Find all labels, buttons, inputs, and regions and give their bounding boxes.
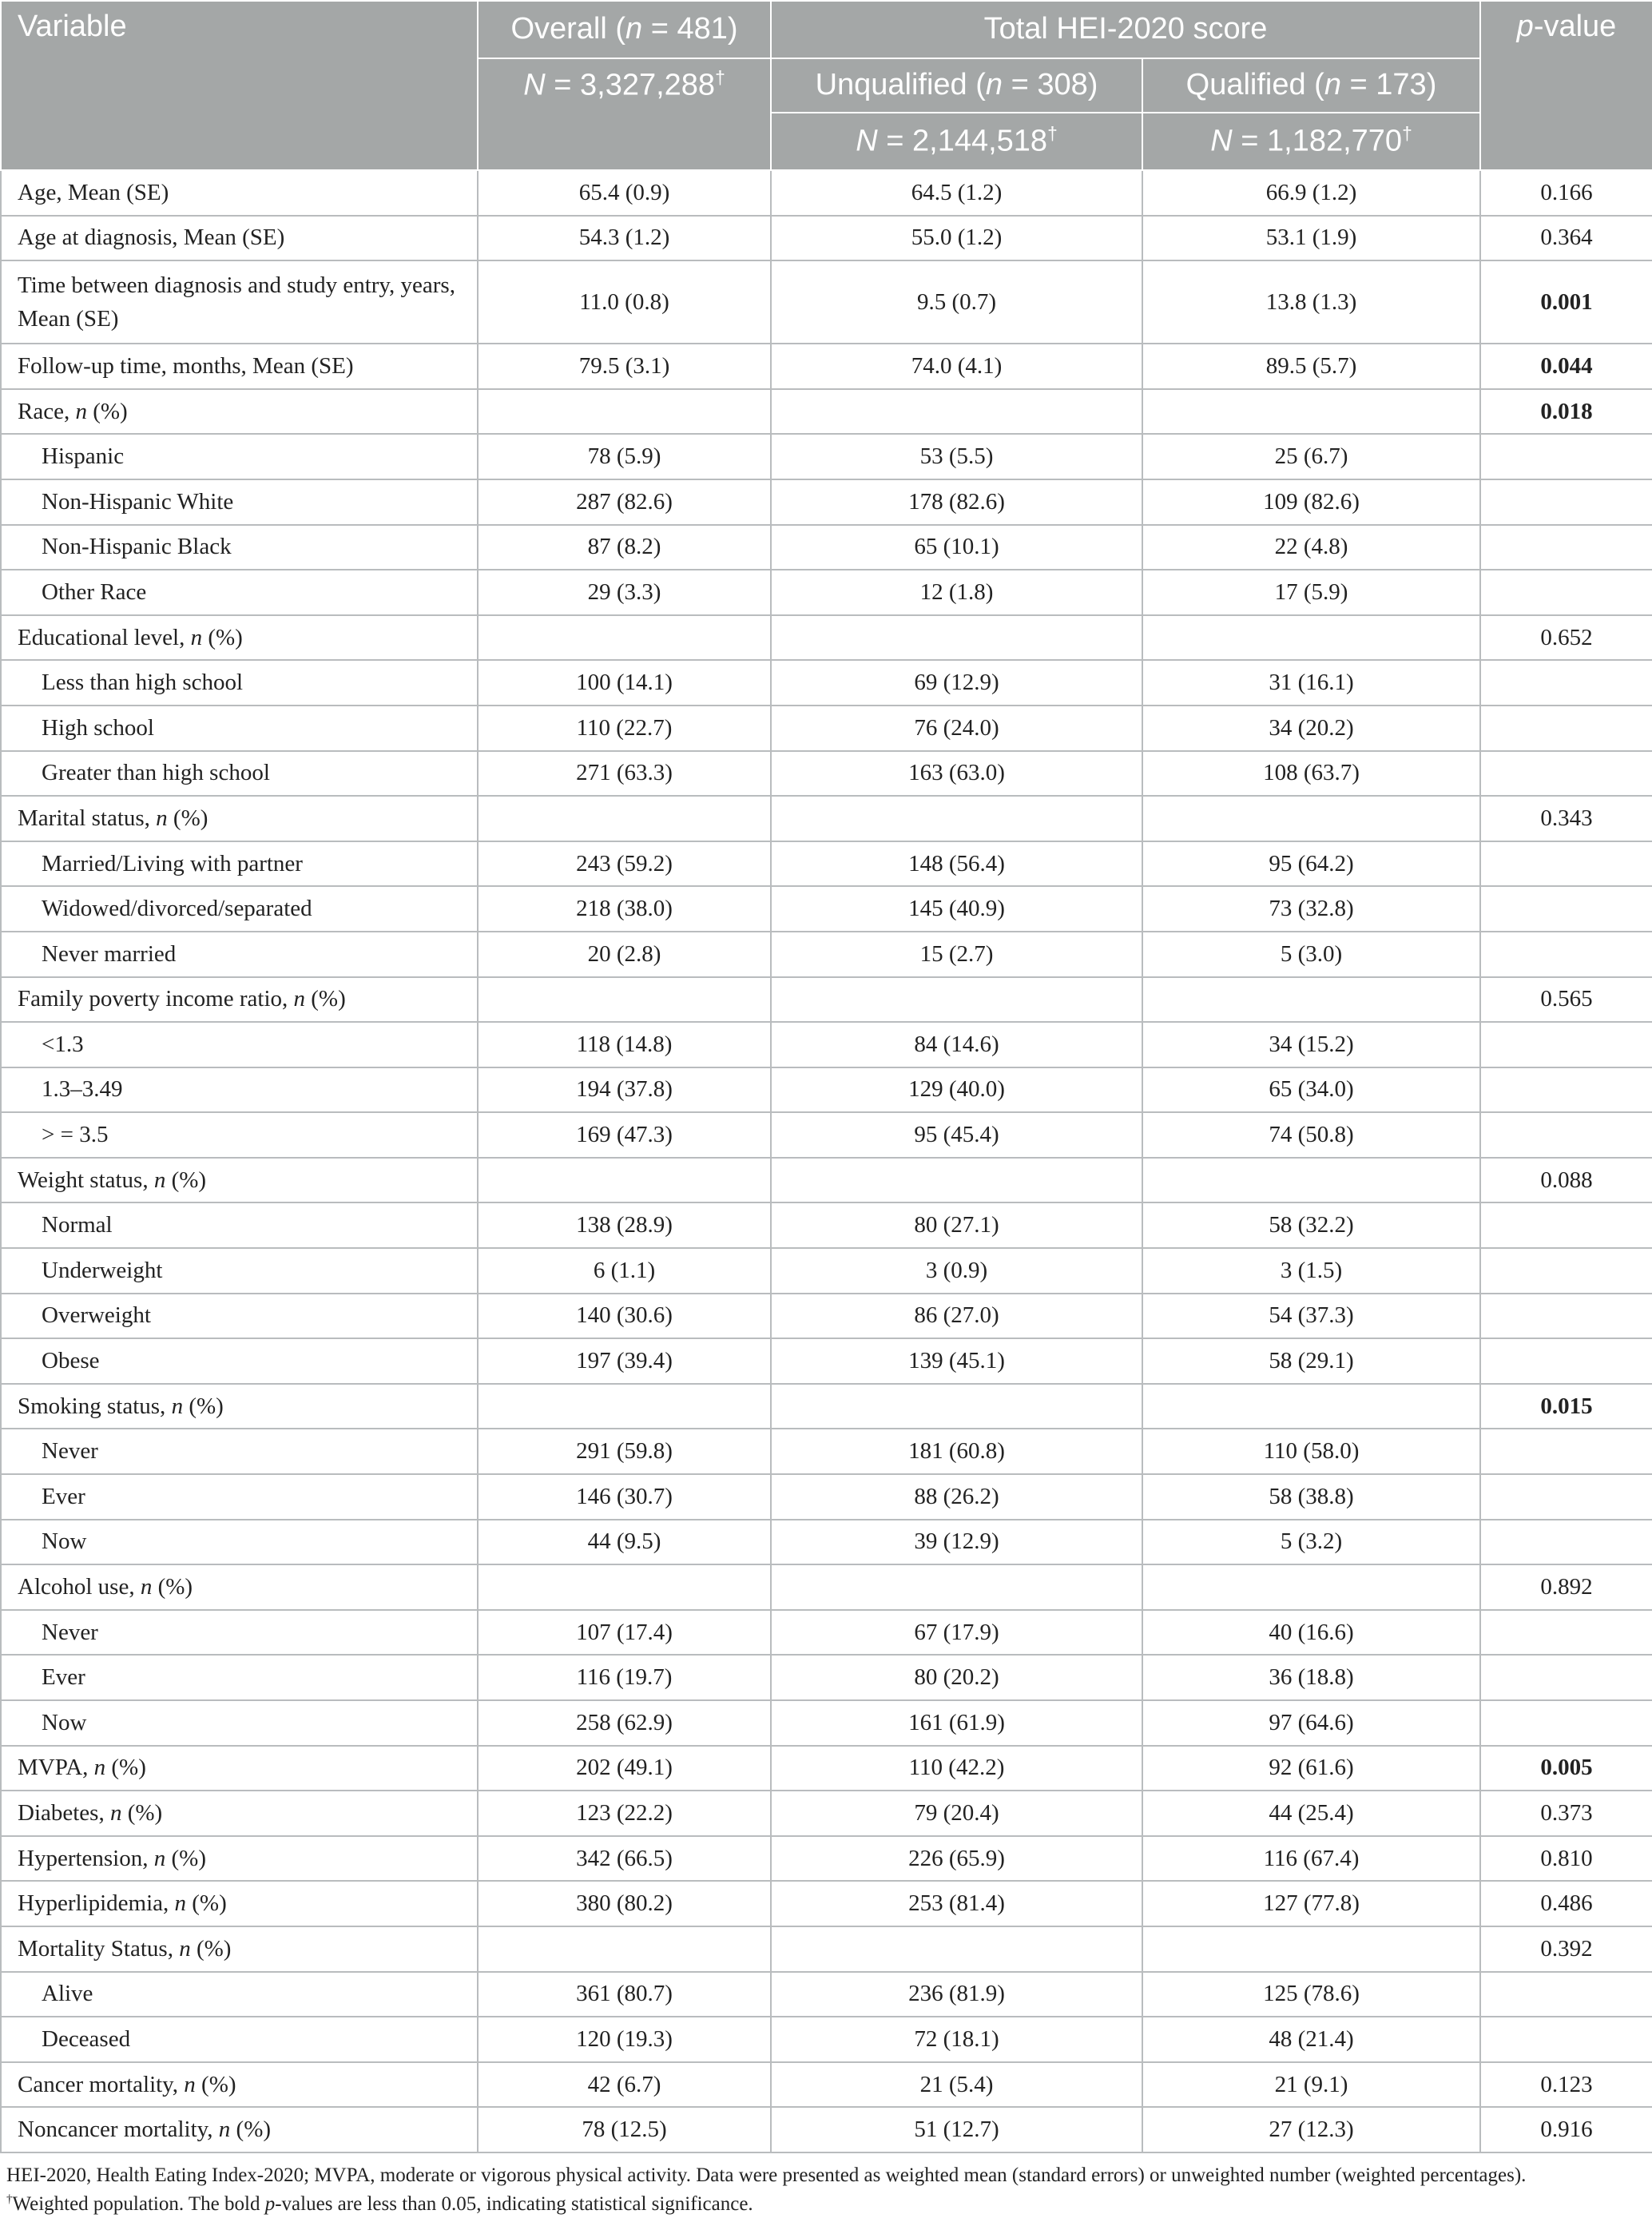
cell-qualified: 25 (6.7) [1142,434,1480,479]
cell-unqualified: 163 (63.0) [771,751,1142,797]
cell-p-value [1480,1338,1652,1384]
cell-overall: 78 (12.5) [478,2107,771,2152]
cell-qualified: 17 (5.9) [1142,570,1480,615]
table-row [1,1338,1652,1384]
cell-overall: 11.0 (0.8) [478,260,771,344]
header-variable: Variable [1,1,478,170]
row-label: Mortality Status, n (%) [1,1926,478,1972]
cell-p-value [1480,1294,1652,1339]
table-row [1,1972,1652,2017]
cell-unqualified [771,389,1142,435]
row-label: Race, n (%) [1,389,478,435]
cell-overall: 100 (14.1) [478,660,771,706]
row-label: Alive [1,1972,478,2017]
cell-p-value: 0.652 [1480,615,1652,661]
cell-overall: 243 (59.2) [478,841,771,887]
cell-overall: 194 (37.8) [478,1067,771,1113]
cell-overall [478,977,771,1023]
cell-unqualified: 9.5 (0.7) [771,260,1142,344]
cell-qualified: 74 (50.8) [1142,1112,1480,1158]
cell-overall: 29 (3.3) [478,570,771,615]
footnote-weighted: †Weighted population. The bold p-values are less than 0.05, indicating statistical significance. [6,2192,753,2216]
cell-unqualified: 236 (81.9) [771,1972,1142,2017]
table-row [1,1294,1652,1339]
cell-unqualified: 80 (27.1) [771,1202,1142,1248]
table-row [1,841,1652,887]
row-label: Now [1,1520,478,1565]
cell-qualified: 31 (16.1) [1142,660,1480,706]
cell-qualified: 22 (4.8) [1142,525,1480,570]
cell-p-value [1480,886,1652,932]
cell-overall: 107 (17.4) [478,1610,771,1656]
cell-qualified: 36 (18.8) [1142,1655,1480,1700]
cell-overall: 116 (19.7) [478,1655,771,1700]
cell-unqualified: 12 (1.8) [771,570,1142,615]
table-row [1,1564,1652,1610]
cell-overall [478,1926,771,1972]
cell-p-value [1480,1610,1652,1656]
cell-p-value: 0.018 [1480,389,1652,435]
row-label: 1.3–3.49 [1,1067,478,1113]
table-row [1,570,1652,615]
row-label: > = 3.5 [1,1112,478,1158]
cell-p-value [1480,2017,1652,2062]
cell-p-value [1480,1474,1652,1520]
cell-overall [478,1564,771,1610]
cell-p-value [1480,479,1652,525]
row-label: Never [1,1610,478,1656]
cell-overall: 291 (59.8) [478,1429,771,1474]
cell-unqualified: 72 (18.1) [771,2017,1142,2062]
cell-qualified: 89.5 (5.7) [1142,344,1480,389]
table-row [1,170,1652,216]
cell-overall [478,1158,771,1203]
table-row [1,1022,1652,1067]
table-row [1,1836,1652,1882]
table-row [1,1474,1652,1520]
cell-qualified: 65 (34.0) [1142,1067,1480,1113]
cell-qualified: 34 (20.2) [1142,706,1480,751]
cell-qualified: 34 (15.2) [1142,1022,1480,1067]
cell-qualified [1142,615,1480,661]
row-label: Diabetes, n (%) [1,1791,478,1836]
cell-overall: 380 (80.2) [478,1881,771,1926]
table-row [1,751,1652,797]
cell-unqualified [771,615,1142,661]
cell-p-value [1480,1520,1652,1565]
cell-qualified [1142,1564,1480,1610]
cell-qualified: 95 (64.2) [1142,841,1480,887]
cell-overall: 79.5 (3.1) [478,344,771,389]
cell-p-value: 0.892 [1480,1564,1652,1610]
cell-unqualified: 53 (5.5) [771,434,1142,479]
cell-overall: 361 (80.7) [478,1972,771,2017]
row-label: Weight status, n (%) [1,1158,478,1203]
cell-p-value [1480,525,1652,570]
cell-p-value: 0.392 [1480,1926,1652,1972]
cell-unqualified [771,1158,1142,1203]
row-label: Marital status, n (%) [1,796,478,841]
cell-p-value: 0.810 [1480,1836,1652,1882]
cell-qualified: 21 (9.1) [1142,2062,1480,2108]
cell-p-value: 0.565 [1480,977,1652,1023]
cell-qualified: 44 (25.4) [1142,1791,1480,1836]
cell-overall: 202 (49.1) [478,1746,771,1791]
cell-overall: 87 (8.2) [478,525,771,570]
cell-unqualified: 69 (12.9) [771,660,1142,706]
cell-p-value [1480,1655,1652,1700]
cell-p-value [1480,1700,1652,1746]
cell-p-value [1480,1112,1652,1158]
cell-p-value: 0.001 [1480,260,1652,344]
cell-p-value [1480,660,1652,706]
cell-unqualified: 79 (20.4) [771,1791,1142,1836]
cell-qualified [1142,1926,1480,1972]
cell-unqualified [771,1564,1142,1610]
table-row [1,1655,1652,1700]
cell-qualified: 58 (29.1) [1142,1338,1480,1384]
row-label: Married/Living with partner [1,841,478,887]
row-label: Normal [1,1202,478,1248]
table-row [1,886,1652,932]
table-row [1,434,1652,479]
cell-overall: 54.3 (1.2) [478,216,771,261]
cell-unqualified: 21 (5.4) [771,2062,1142,2108]
header-unqualified: Unqualified (n = 308) [771,58,1142,113]
header-total-score: Total HEI-2020 score [771,1,1480,58]
cell-overall: 258 (62.9) [478,1700,771,1746]
cell-overall: 342 (66.5) [478,1836,771,1882]
cell-overall [478,389,771,435]
cell-qualified: 92 (61.6) [1142,1746,1480,1791]
header-qualified: Qualified (n = 173) [1142,58,1480,113]
row-label: <1.3 [1,1022,478,1067]
cell-p-value [1480,1067,1652,1113]
cell-qualified: 3 (1.5) [1142,1248,1480,1294]
cell-unqualified: 253 (81.4) [771,1881,1142,1926]
cell-overall: 120 (19.3) [478,2017,771,2062]
cell-unqualified: 88 (26.2) [771,1474,1142,1520]
cell-unqualified [771,796,1142,841]
cell-qualified: 27 (12.3) [1142,2107,1480,2152]
cell-qualified: 66.9 (1.2) [1142,170,1480,216]
cell-qualified: 109 (82.6) [1142,479,1480,525]
cell-overall: 20 (2.8) [478,932,771,977]
cell-qualified: 54 (37.3) [1142,1294,1480,1339]
cell-overall: 65.4 (0.9) [478,170,771,216]
table-row [1,1202,1652,1248]
cell-overall: 138 (28.9) [478,1202,771,1248]
cell-overall: 42 (6.7) [478,2062,771,2108]
cell-p-value: 0.088 [1480,1158,1652,1203]
cell-qualified: 116 (67.4) [1142,1836,1480,1882]
cell-p-value: 0.166 [1480,170,1652,216]
row-label: Deceased [1,2017,478,2062]
cell-overall: 287 (82.6) [478,479,771,525]
row-label: Never married [1,932,478,977]
cell-qualified [1142,977,1480,1023]
cell-overall: 197 (39.4) [478,1338,771,1384]
header-overall-weighted-n: N = 3,327,288† [478,58,771,170]
row-label: Now [1,1700,478,1746]
table-row [1,2062,1652,2108]
footnote-abbreviations: HEI-2020, Health Eating Index-2020; MVPA, moderate or vigorous physical activity. Data were presented as weighted mean (standard errors) or unweighted number (weighted percentages). [6,2164,1527,2186]
cell-overall [478,796,771,841]
cell-unqualified: 51 (12.7) [771,2107,1142,2152]
cell-qualified: 73 (32.8) [1142,886,1480,932]
table-row [1,525,1652,570]
table-row [1,932,1652,977]
cell-unqualified: 65 (10.1) [771,525,1142,570]
cell-qualified: 48 (21.4) [1142,2017,1480,2062]
row-label: Widowed/divorced/separated [1,886,478,932]
cell-qualified: 5 (3.2) [1142,1520,1480,1565]
cell-unqualified: 84 (14.6) [771,1022,1142,1067]
cell-p-value [1480,434,1652,479]
table-row [1,1384,1652,1429]
cell-unqualified [771,1384,1142,1429]
cell-qualified: 127 (77.8) [1142,1881,1480,1926]
cell-qualified: 97 (64.6) [1142,1700,1480,1746]
cell-unqualified: 178 (82.6) [771,479,1142,525]
cell-p-value [1480,1972,1652,2017]
cell-unqualified: 67 (17.9) [771,1610,1142,1656]
cell-overall: 78 (5.9) [478,434,771,479]
cell-unqualified: 74.0 (4.1) [771,344,1142,389]
row-label: Alcohol use, n (%) [1,1564,478,1610]
cell-p-value [1480,932,1652,977]
cell-qualified: 110 (58.0) [1142,1429,1480,1474]
cell-p-value [1480,1202,1652,1248]
cell-qualified [1142,1158,1480,1203]
cell-p-value [1480,706,1652,751]
cell-overall: 271 (63.3) [478,751,771,797]
table-row [1,389,1652,435]
table-row [1,1248,1652,1294]
cell-qualified: 58 (38.8) [1142,1474,1480,1520]
cell-unqualified: 15 (2.7) [771,932,1142,977]
cell-overall: 123 (22.2) [478,1791,771,1836]
cell-unqualified: 86 (27.0) [771,1294,1142,1339]
cell-p-value: 0.123 [1480,2062,1652,2108]
row-label: MVPA, n (%) [1,1746,478,1791]
cell-unqualified: 39 (12.9) [771,1520,1142,1565]
cell-p-value [1480,570,1652,615]
cell-unqualified: 226 (65.9) [771,1836,1142,1882]
row-label: Hyperlipidemia, n (%) [1,1881,478,1926]
cell-qualified: 53.1 (1.9) [1142,216,1480,261]
cell-unqualified [771,1926,1142,1972]
cell-overall: 110 (22.7) [478,706,771,751]
cell-qualified: 40 (16.6) [1142,1610,1480,1656]
cell-unqualified: 55.0 (1.2) [771,216,1142,261]
row-label: Hypertension, n (%) [1,1836,478,1882]
table-row [1,796,1652,841]
cell-qualified [1142,796,1480,841]
cell-p-value: 0.015 [1480,1384,1652,1429]
table-row [1,1610,1652,1656]
row-label: Non-Hispanic Black [1,525,478,570]
cell-qualified [1142,389,1480,435]
cell-qualified [1142,1384,1480,1429]
table-row [1,1926,1652,1972]
cell-qualified: 58 (32.2) [1142,1202,1480,1248]
cell-unqualified: 148 (56.4) [771,841,1142,887]
cell-qualified: 13.8 (1.3) [1142,260,1480,344]
table-row [1,260,1652,344]
cell-qualified: 108 (63.7) [1142,751,1480,797]
cell-unqualified: 95 (45.4) [771,1112,1142,1158]
table-row [1,479,1652,525]
cell-unqualified: 129 (40.0) [771,1067,1142,1113]
cell-unqualified: 3 (0.9) [771,1248,1142,1294]
row-label: Overweight [1,1294,478,1339]
table-row [1,1158,1652,1203]
table-row [1,706,1652,751]
cell-unqualified: 110 (42.2) [771,1746,1142,1791]
row-label: Hispanic [1,434,478,479]
cell-overall [478,1384,771,1429]
row-label: Cancer mortality, n (%) [1,2062,478,2108]
cell-p-value: 0.373 [1480,1791,1652,1836]
cell-p-value [1480,1022,1652,1067]
row-label: Ever [1,1474,478,1520]
table-row [1,1520,1652,1565]
table-row [1,1791,1652,1836]
cell-overall: 169 (47.3) [478,1112,771,1158]
cell-overall: 6 (1.1) [478,1248,771,1294]
table-row [1,216,1652,261]
row-label: Noncancer mortality, n (%) [1,2107,478,2152]
header-unqualified-weighted-n: N = 2,144,518† [771,113,1142,170]
cell-overall [478,615,771,661]
row-label: Non-Hispanic White [1,479,478,525]
row-label: Greater than high school [1,751,478,797]
table-body [1,170,1652,2152]
table-row [1,1112,1652,1158]
cell-overall: 44 (9.5) [478,1520,771,1565]
cell-p-value: 0.486 [1480,1881,1652,1926]
cell-p-value: 0.005 [1480,1746,1652,1791]
cell-p-value: 0.343 [1480,796,1652,841]
cell-overall: 146 (30.7) [478,1474,771,1520]
table-row [1,1881,1652,1926]
row-label: Family poverty income ratio, n (%) [1,977,478,1023]
table-row [1,1700,1652,1746]
row-label: Underweight [1,1248,478,1294]
cell-p-value [1480,1248,1652,1294]
header-overall: Overall (n = 481) [478,1,771,58]
cell-p-value: 0.916 [1480,2107,1652,2152]
cell-p-value: 0.044 [1480,344,1652,389]
cell-p-value [1480,751,1652,797]
table-row [1,2107,1652,2152]
cell-unqualified: 76 (24.0) [771,706,1142,751]
table-row [1,344,1652,389]
cell-p-value [1480,841,1652,887]
row-label: Smoking status, n (%) [1,1384,478,1429]
row-label: Other Race [1,570,478,615]
header-p-value: p-value [1480,1,1652,170]
row-label: Obese [1,1338,478,1384]
cell-p-value [1480,1429,1652,1474]
row-label: Ever [1,1655,478,1700]
cell-overall: 118 (14.8) [478,1022,771,1067]
cell-p-value: 0.364 [1480,216,1652,261]
row-label: Never [1,1429,478,1474]
table-footnotes [0,2153,1652,2220]
table-row [1,660,1652,706]
row-label: Educational level, n (%) [1,615,478,661]
table-row [1,2017,1652,2062]
table-row [1,615,1652,661]
row-label: Age at diagnosis, Mean (SE) [1,216,478,261]
row-label: Time between diagnosis and study entry, years, Mean (SE) [1,260,478,344]
cell-unqualified: 161 (61.9) [771,1700,1142,1746]
cell-qualified: 5 (3.0) [1142,932,1480,977]
table-row [1,1067,1652,1113]
table-row [1,977,1652,1023]
cell-unqualified: 139 (45.1) [771,1338,1142,1384]
cell-unqualified [771,977,1142,1023]
header-qualified-weighted-n: N = 1,182,770† [1142,113,1480,170]
cell-unqualified: 181 (60.8) [771,1429,1142,1474]
row-label: Less than high school [1,660,478,706]
cell-overall: 140 (30.6) [478,1294,771,1339]
cell-qualified: 125 (78.6) [1142,1972,1480,2017]
cell-overall: 218 (38.0) [478,886,771,932]
cell-unqualified: 80 (20.2) [771,1655,1142,1700]
row-label: High school [1,706,478,751]
table-header [1,1,1652,170]
cell-unqualified: 64.5 (1.2) [771,170,1142,216]
row-label: Age, Mean (SE) [1,170,478,216]
table-row [1,1429,1652,1474]
cell-unqualified: 145 (40.9) [771,886,1142,932]
row-label: Follow-up time, months, Mean (SE) [1,344,478,389]
table-row [1,1746,1652,1791]
